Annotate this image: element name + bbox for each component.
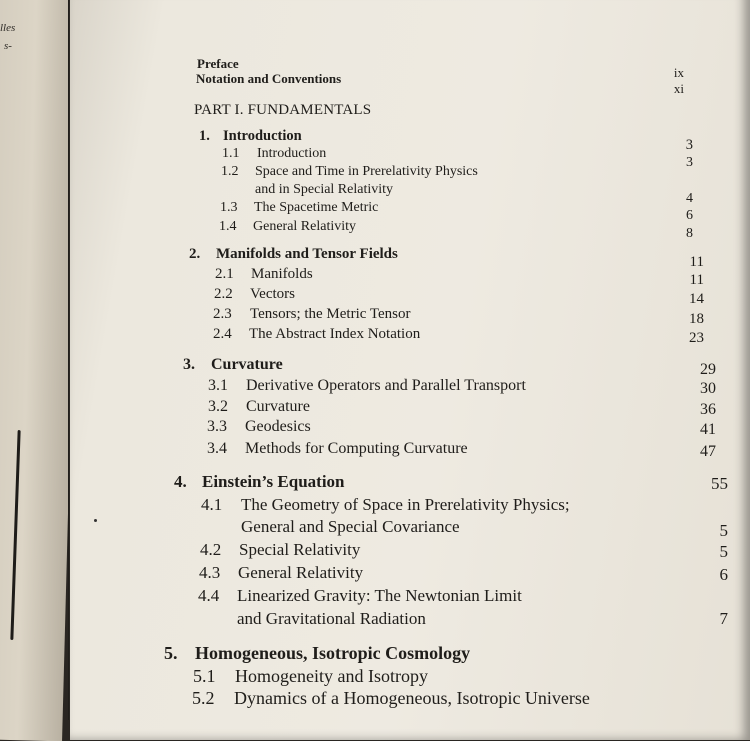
section-page: 14 [689, 291, 704, 307]
section-title: Vectors [250, 286, 295, 302]
section-title-continuation: and Gravitational Radiation [237, 609, 426, 628]
section-number: 3.1 [208, 377, 228, 394]
section-title: Homogeneity and Isotropy [235, 666, 428, 686]
section-number: 4.1 [201, 495, 223, 514]
section-number: 5.1 [193, 666, 216, 686]
section-number: 1.2 [221, 164, 239, 179]
section-number: 4.4 [198, 586, 220, 605]
section-title: General Relativity [253, 219, 357, 234]
toc-front-preface: Preface [197, 56, 239, 71]
section-title-continuation: General and Special Covariance [241, 517, 460, 536]
section-title: Linearized Gravity: The Newtonian Limit [237, 586, 522, 605]
section-title: General Relativity [238, 563, 364, 582]
section-number: 2.4 [213, 326, 232, 342]
chapter-page: 11 [689, 254, 704, 270]
section-page: 36 [700, 401, 716, 418]
chapter-page: 3 [685, 137, 693, 153]
section-page: 41 [700, 421, 716, 438]
toc-front-notation: Notation and Conventions [196, 71, 342, 86]
section-title: Introduction [257, 146, 327, 161]
section-number: 1.3 [220, 200, 238, 215]
chapter-page: 55 [711, 474, 728, 493]
section-number: 3.2 [208, 398, 228, 415]
section-number: 2.3 [213, 306, 232, 322]
chapter-number: 3. [183, 356, 195, 373]
page-speck [94, 519, 97, 522]
section-title: Tensors; the Metric Tensor [250, 306, 411, 322]
section-page: 18 [689, 311, 704, 327]
chapter-page: 29 [700, 361, 716, 378]
section-page: 8 [686, 226, 693, 241]
section-page: 4 [686, 191, 693, 206]
section-title: Methods for Computing Curvature [245, 440, 468, 457]
toc-front-page: ix [673, 65, 684, 80]
contents-page [70, 0, 750, 740]
section-number: 4.2 [200, 540, 222, 559]
section-number: 5.2 [192, 688, 215, 708]
left-page-fragment: lles [0, 22, 16, 34]
section-number: 4.3 [199, 563, 221, 582]
chapter-number: 1. [199, 128, 210, 144]
chapter-title: Homogeneous, Isotropic Cosmology [195, 643, 471, 663]
section-title: Manifolds [251, 266, 313, 282]
section-title: Curvature [246, 398, 310, 415]
section-number: 3.3 [207, 418, 227, 435]
chapter-title: Introduction [223, 128, 302, 144]
chapter-title: Einstein’s Equation [202, 472, 345, 491]
chapter-number: 2. [189, 246, 201, 262]
section-number: 1.1 [222, 146, 240, 161]
section-title: The Spacetime Metric [254, 200, 379, 215]
section-title: Dynamics of a Homogeneous, Isotropic Universe [234, 688, 590, 708]
section-number: 1.4 [219, 219, 237, 234]
chapter-title: Manifolds and Tensor Fields [216, 246, 398, 262]
section-title: The Geometry of Space in Prerelativity Physics; [241, 495, 570, 514]
chapter-number: 5. [164, 643, 178, 663]
section-title: Space and Time in Prerelativity Physics [255, 164, 478, 179]
section-page: 23 [689, 330, 704, 346]
section-page: 30 [700, 380, 716, 397]
section-number: 2.1 [215, 266, 234, 282]
toc-front-page: xi [673, 81, 684, 96]
section-title-continuation: and in Special Relativity [255, 182, 394, 197]
section-page: 6 [719, 565, 728, 584]
section-title: Geodesics [245, 418, 311, 435]
chapter-title: Curvature [211, 356, 283, 373]
section-page: 7 [719, 609, 728, 628]
section-number: 2.2 [214, 286, 233, 302]
section-number: 3.4 [207, 440, 227, 457]
section-page: 11 [689, 272, 704, 288]
section-page: 5 [719, 542, 728, 561]
chapter-number: 4. [174, 472, 187, 491]
part-heading: PART I. FUNDAMENTALS [194, 102, 372, 118]
section-title: Special Relativity [239, 540, 361, 559]
section-page: 5 [719, 521, 728, 540]
section-title: The Abstract Index Notation [249, 326, 421, 342]
section-page: 6 [686, 208, 693, 223]
section-page: 47 [700, 443, 716, 460]
section-page: 3 [686, 155, 693, 170]
left-page-fragment: s- [4, 40, 12, 52]
section-title: Derivative Operators and Parallel Transport [246, 377, 526, 394]
